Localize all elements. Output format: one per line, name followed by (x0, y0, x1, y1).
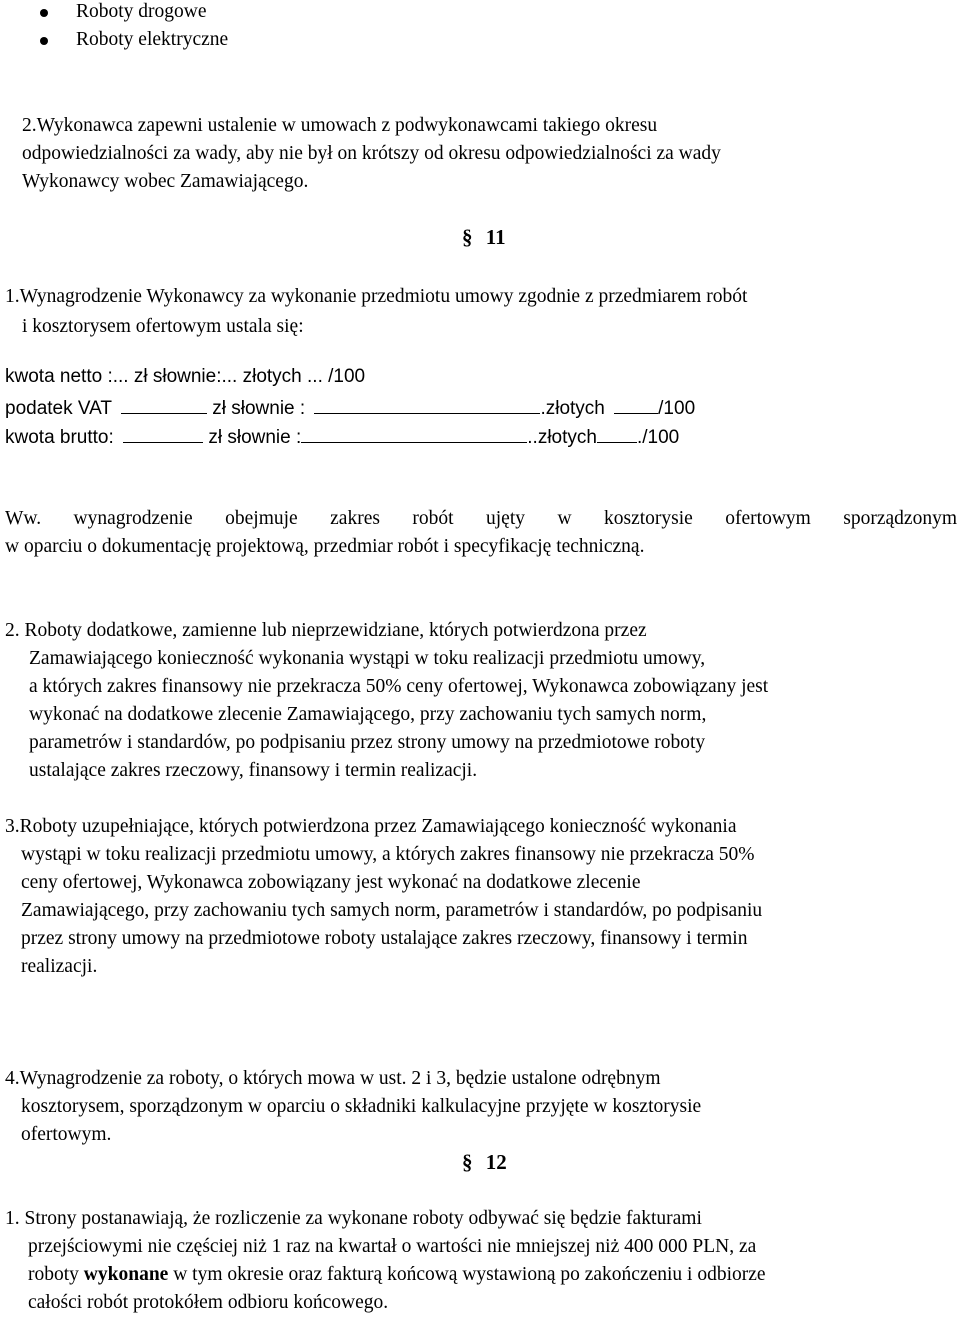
text-line: przejściowymi nie częściej niż 1 raz na kwartał o wartości nie mniejszej niż 400 000 PLN, za (28, 1236, 757, 1257)
text-line: kosztorysem, sporządzonym w oparciu o składniki kalkulacyjne przyjęte w kosztorysie (21, 1096, 702, 1117)
blank-line (121, 395, 207, 414)
vat-zlotych: .złotych (540, 398, 605, 419)
text-line: 2.Wykonawca zapewni ustalenie w umowach z podwykonawcami takiego okresu (22, 115, 658, 136)
amount-netto: kwota netto :... zł słownie:... złotych ... /100 (5, 366, 366, 387)
section-11-point-3 (5, 813, 762, 981)
section-number: 12 (485, 1150, 507, 1174)
text-line: i kosztorysem ofertowym ustala się: (22, 316, 304, 337)
section-number: 11 (485, 225, 506, 249)
paragraph-2 (22, 112, 721, 196)
text-line: 4.Wynagrodzenie za roboty, o których mowa w ust. 2 i 3, będzie ustalone odrębnym (5, 1068, 661, 1089)
blank-line (123, 424, 203, 443)
section-symbol: § (462, 1150, 473, 1174)
text-fragment: roboty (28, 1264, 84, 1285)
text-line: 2. Roboty dodatkowe, zamienne lub nieprzewidziane, których potwierdzona przez (5, 620, 647, 641)
vat-zl: zł słownie : (212, 398, 306, 419)
text-line: całości robót protokółem odbioru końcowego. (28, 1292, 389, 1313)
text-line: 3.Roboty uzupełniające, których potwierdzona przez Zamawiającego konieczność wykonania (5, 816, 737, 837)
bullet-icon (40, 37, 48, 45)
section-11-point-4 (5, 1065, 701, 1149)
blank-line (597, 424, 637, 443)
section-11-point-2 (5, 617, 768, 785)
text-line: 1.Wynagrodzenie Wykonawcy za wykonanie przedmiotu umowy zgodnie z przedmiarem robót (5, 286, 748, 307)
brutto-suffix: ./100 (636, 427, 680, 448)
paragraph-ww (5, 505, 957, 561)
text-line (5, 1261, 766, 1289)
text-fragment: w tym okresie oraz fakturą końcową wystawioną po zakończeniu i odbiorze (168, 1264, 766, 1285)
bullet-item: Roboty drogowe (76, 1, 207, 22)
vat-label: podatek VAT (5, 398, 112, 419)
text-line: ustalające zakres rzeczowy, finansowy i termin realizacji. (29, 760, 478, 781)
bullet-item: Roboty elektryczne (76, 29, 229, 50)
text-line: realizacji. (21, 956, 98, 977)
bullet-icon (40, 9, 48, 17)
amount-brutto (5, 424, 679, 449)
section-symbol: § (462, 225, 473, 249)
emphasis-wykonane: wykonane (83, 1264, 169, 1285)
blank-line (614, 395, 658, 414)
section-heading-12 (462, 1150, 507, 1175)
text-line: ofertowym. (21, 1124, 112, 1145)
section-heading-11 (462, 225, 506, 250)
text-line: Ww. wynagrodzenie obejmuje zakres robót ujęty w kosztorysie ofertowym sporządzonym (5, 508, 957, 529)
text-line: Wykonawcy wobec Zamawiającego. (22, 171, 309, 192)
text-line: Zamawiającego konieczność wykonania wystąpi w toku realizacji przedmiotu umowy, (29, 648, 706, 669)
amount-vat (5, 395, 695, 420)
text-line: ceny ofertowej, Wykonawca zobowiązany jest wykonać na dodatkowe zlecenie (21, 872, 641, 893)
brutto-zlotych: ..złotych (527, 427, 597, 448)
blank-line (314, 395, 540, 414)
section-12-point-1 (5, 1205, 766, 1317)
text-line: wykonać na dodatkowe zlecenie Zamawiającego, przy zachowaniu tych samych norm, (29, 704, 707, 725)
vat-suffix: /100 (658, 398, 696, 419)
text-line: parametrów i standardów, po podpisaniu przez strony umowy na przedmiotowe roboty (29, 732, 706, 753)
text-line: wystąpi w toku realizacji przedmiotu umowy, a których zakres finansowy nie przekracza 50% (21, 844, 755, 865)
text-line: Zamawiającego, przy zachowaniu tych samych norm, parametrów i standardów, po podpisaniu (21, 900, 763, 921)
text-line: odpowiedzialności za wady, aby nie był on krótszy od okresu odpowiedzialności za wady (22, 143, 721, 164)
text-line: a których zakres finansowy nie przekracza 50% ceny ofertowej, Wykonawca zobowiązany jest (29, 676, 769, 697)
section-11-point-1 (5, 282, 747, 342)
blank-line (301, 424, 527, 443)
brutto-label: kwota brutto: (5, 427, 114, 448)
text-line: przez strony umowy na przedmiotowe roboty ustalające zakres rzeczowy, finansowy i termin (21, 928, 748, 949)
brutto-zl: zł słownie : (208, 427, 302, 448)
text-line: w oparciu o dokumentację projektową, przedmiar robót i specyfikację techniczną. (5, 536, 645, 557)
text-line: 1. Strony postanawiają, że rozliczenie za wykonane roboty odbywać się będzie fakturami (5, 1208, 702, 1229)
